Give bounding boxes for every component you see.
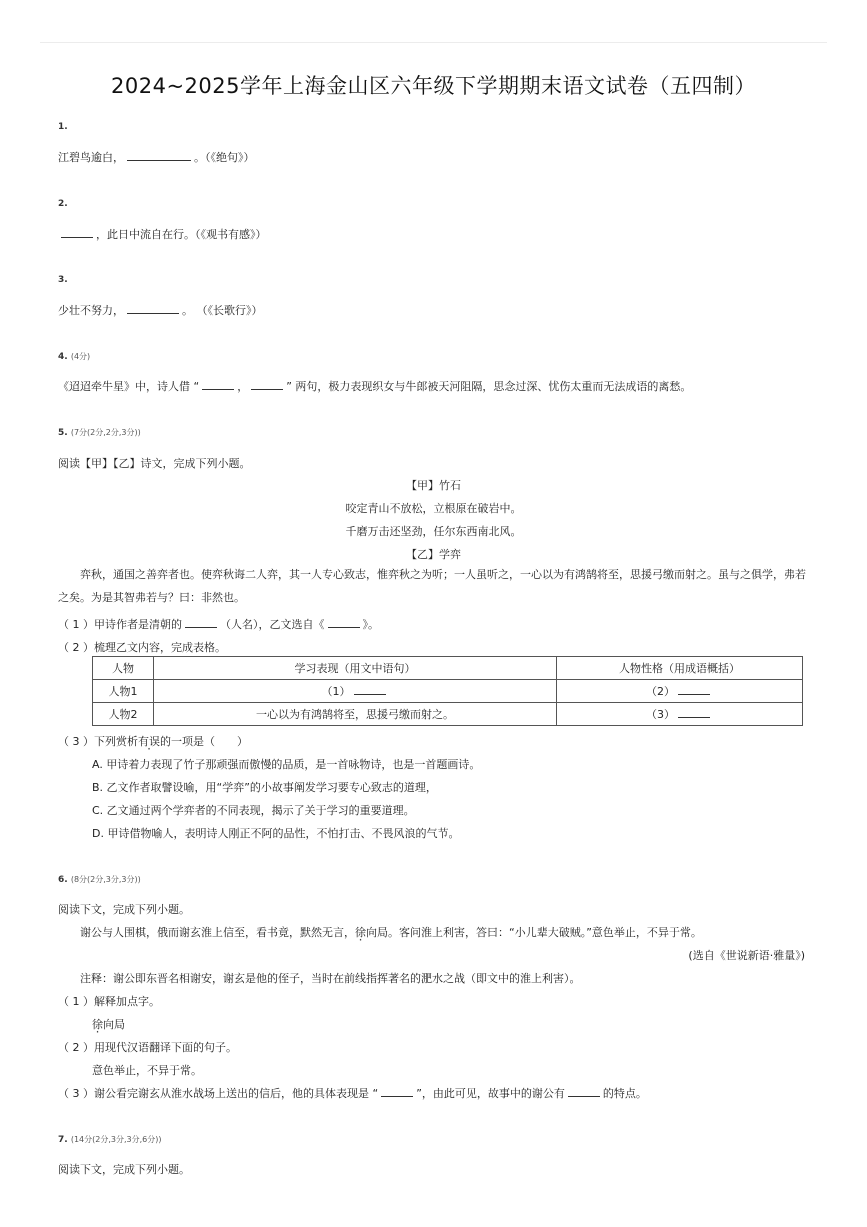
- table-cell: 人物1: [93, 680, 154, 703]
- table-header: 人物性格（用成语概括）: [557, 657, 803, 680]
- table-cell: 一心以为有鸿鹄将至，思援弓缴而射之。: [154, 703, 557, 726]
- prose-title: 【乙】学弈: [406, 548, 461, 561]
- answer-blank[interactable]: [678, 685, 710, 695]
- answer-blank[interactable]: [61, 228, 93, 238]
- question-4-number: 4. (4分): [58, 352, 91, 362]
- table-cell: （3）: [557, 703, 803, 726]
- table-header-row: [93, 657, 803, 680]
- table-row: [93, 703, 803, 726]
- poem-line-2: 千磨万击还坚劲，任尔东西南北风。: [345, 525, 522, 538]
- emphasis-mark: 徐: [92, 1018, 103, 1031]
- question-4-text: 《迢迢牵牛星》中，诗人借 “ ， ” 两句，极力表现织女与牛郎被天河阻隔，思念过深、忧伤太重而无法成语的离愁。: [58, 380, 692, 393]
- prose-text: 弈秋，通国之善弈者也。使弈秋诲二人弈，其一人专心致志，惟弈秋之为听；一人虽听之，一心以为有鸿鹄将至，思援弓缴而射之。虽与之俱学，弗若之矣。为是其智弗若与？曰：非然也。: [58, 568, 806, 604]
- answer-blank[interactable]: [381, 1087, 413, 1097]
- table-cell: （2）: [557, 680, 803, 703]
- q6-passage: 谢公与人围棋，俄而谢玄淮上信至，看书竟，默然无言，徐向局。客问淮上利害，答曰：“小儿辈大破贼。”意色举止，不异于常。: [80, 926, 702, 939]
- answer-blank[interactable]: [127, 304, 179, 314]
- question-5-number: 5. (7分(2分,2分,3分)): [58, 428, 141, 438]
- page-title: 2024~2025学年上海金山区六年级下学期期末语文试卷（五四制）: [111, 74, 756, 98]
- answer-blank[interactable]: [127, 151, 191, 161]
- question-1-number: 1.: [58, 122, 68, 132]
- option-c[interactable]: C. 乙文通过两个学弈者的不同表现，揭示了关于学习的重要道理。: [92, 804, 415, 817]
- question-5-intro: 阅读【甲】【乙】诗文，完成下列小题。: [58, 457, 251, 470]
- answer-blank[interactable]: [251, 380, 283, 390]
- option-a[interactable]: A. 甲诗着力表现了竹子那顽强而傲慢的品质，是一首咏物诗，也是一首题画诗。: [92, 758, 481, 771]
- question-2-text: ，此日中流自在行。（《观书有感》）: [58, 226, 267, 242]
- answer-blank[interactable]: [354, 685, 386, 695]
- emphasis-mark: 徐: [355, 926, 366, 939]
- answer-blank[interactable]: [202, 380, 234, 390]
- question-3-number: 3.: [58, 275, 68, 285]
- answer-blank[interactable]: [185, 618, 217, 628]
- question-1-text: 江碧鸟逾白， 。（《绝句》）: [58, 151, 255, 164]
- q6-sub2: （ 2 ）用现代汉语翻译下面的句子。: [58, 1041, 237, 1054]
- option-b[interactable]: B. 乙文作者取譬设喻，用“学弈”的小故事阐发学习要专心致志的道理，: [92, 781, 437, 794]
- q6-sub1-word: 徐向局: [92, 1018, 125, 1031]
- top-divider: [40, 42, 827, 43]
- poem-line-1: 咬定青山不放松，立根原在破岩中。: [345, 502, 522, 515]
- option-d[interactable]: D. 甲诗借物喻人，表明诗人刚正不阿的品性，不怕打击、不畏风浪的气节。: [92, 827, 460, 840]
- table-cell: （1）: [154, 680, 557, 703]
- answer-blank[interactable]: [328, 618, 360, 628]
- table-header: 人物: [93, 657, 154, 680]
- question-3-text: 少壮不努力， 。 （《长歌行》）: [58, 304, 263, 317]
- emphasis-mark: 有误: [138, 735, 160, 748]
- q5-table: [92, 656, 803, 726]
- question-7-number: 7. (14分(2分,3分,3分,6分)): [58, 1135, 162, 1145]
- q6-source: (选自《世说新语·雅量》): [688, 949, 805, 962]
- question-6-intro: 阅读下文，完成下列小题。: [58, 903, 190, 916]
- q6-sub3: （ 3 ）谢公看完谢玄从淮水战场上送出的信后，他的具体表现是 “ ”，由此可见，故事中的谢公有 的特点。: [58, 1087, 647, 1100]
- q6-note: 注释：谢公即东晋名相谢安，谢玄是他的侄子，当时在前线指挥著名的淝水之战（即文中的淮上利害）。: [80, 972, 581, 985]
- table-cell: 人物2: [93, 703, 154, 726]
- question-2-number: 2.: [58, 199, 68, 209]
- question-7-intro: 阅读下文，完成下列小题。: [58, 1163, 190, 1176]
- question-6-number: 6. (8分(2分,3分,3分)): [58, 875, 141, 885]
- q5-sub3: （ 3 ）下列赏析有误的一项是（ ）: [58, 735, 248, 748]
- q5-sub2: （ 2 ）梳理乙文内容，完成表格。: [58, 641, 226, 654]
- q5-sub1: （ 1 ）甲诗作者是清朝的 （人名），乙文选自《 》。: [58, 618, 379, 631]
- q6-sub2-sentence: 意色举止，不异于常。: [92, 1064, 202, 1077]
- poem-title: 【甲】竹石: [406, 479, 461, 492]
- q6-sub1: （ 1 ）解释加点字。: [58, 995, 160, 1008]
- answer-blank[interactable]: [678, 708, 710, 718]
- table-row: [93, 680, 803, 703]
- table-header: 学习表现（用文中语句）: [154, 657, 557, 680]
- answer-blank[interactable]: [568, 1087, 600, 1097]
